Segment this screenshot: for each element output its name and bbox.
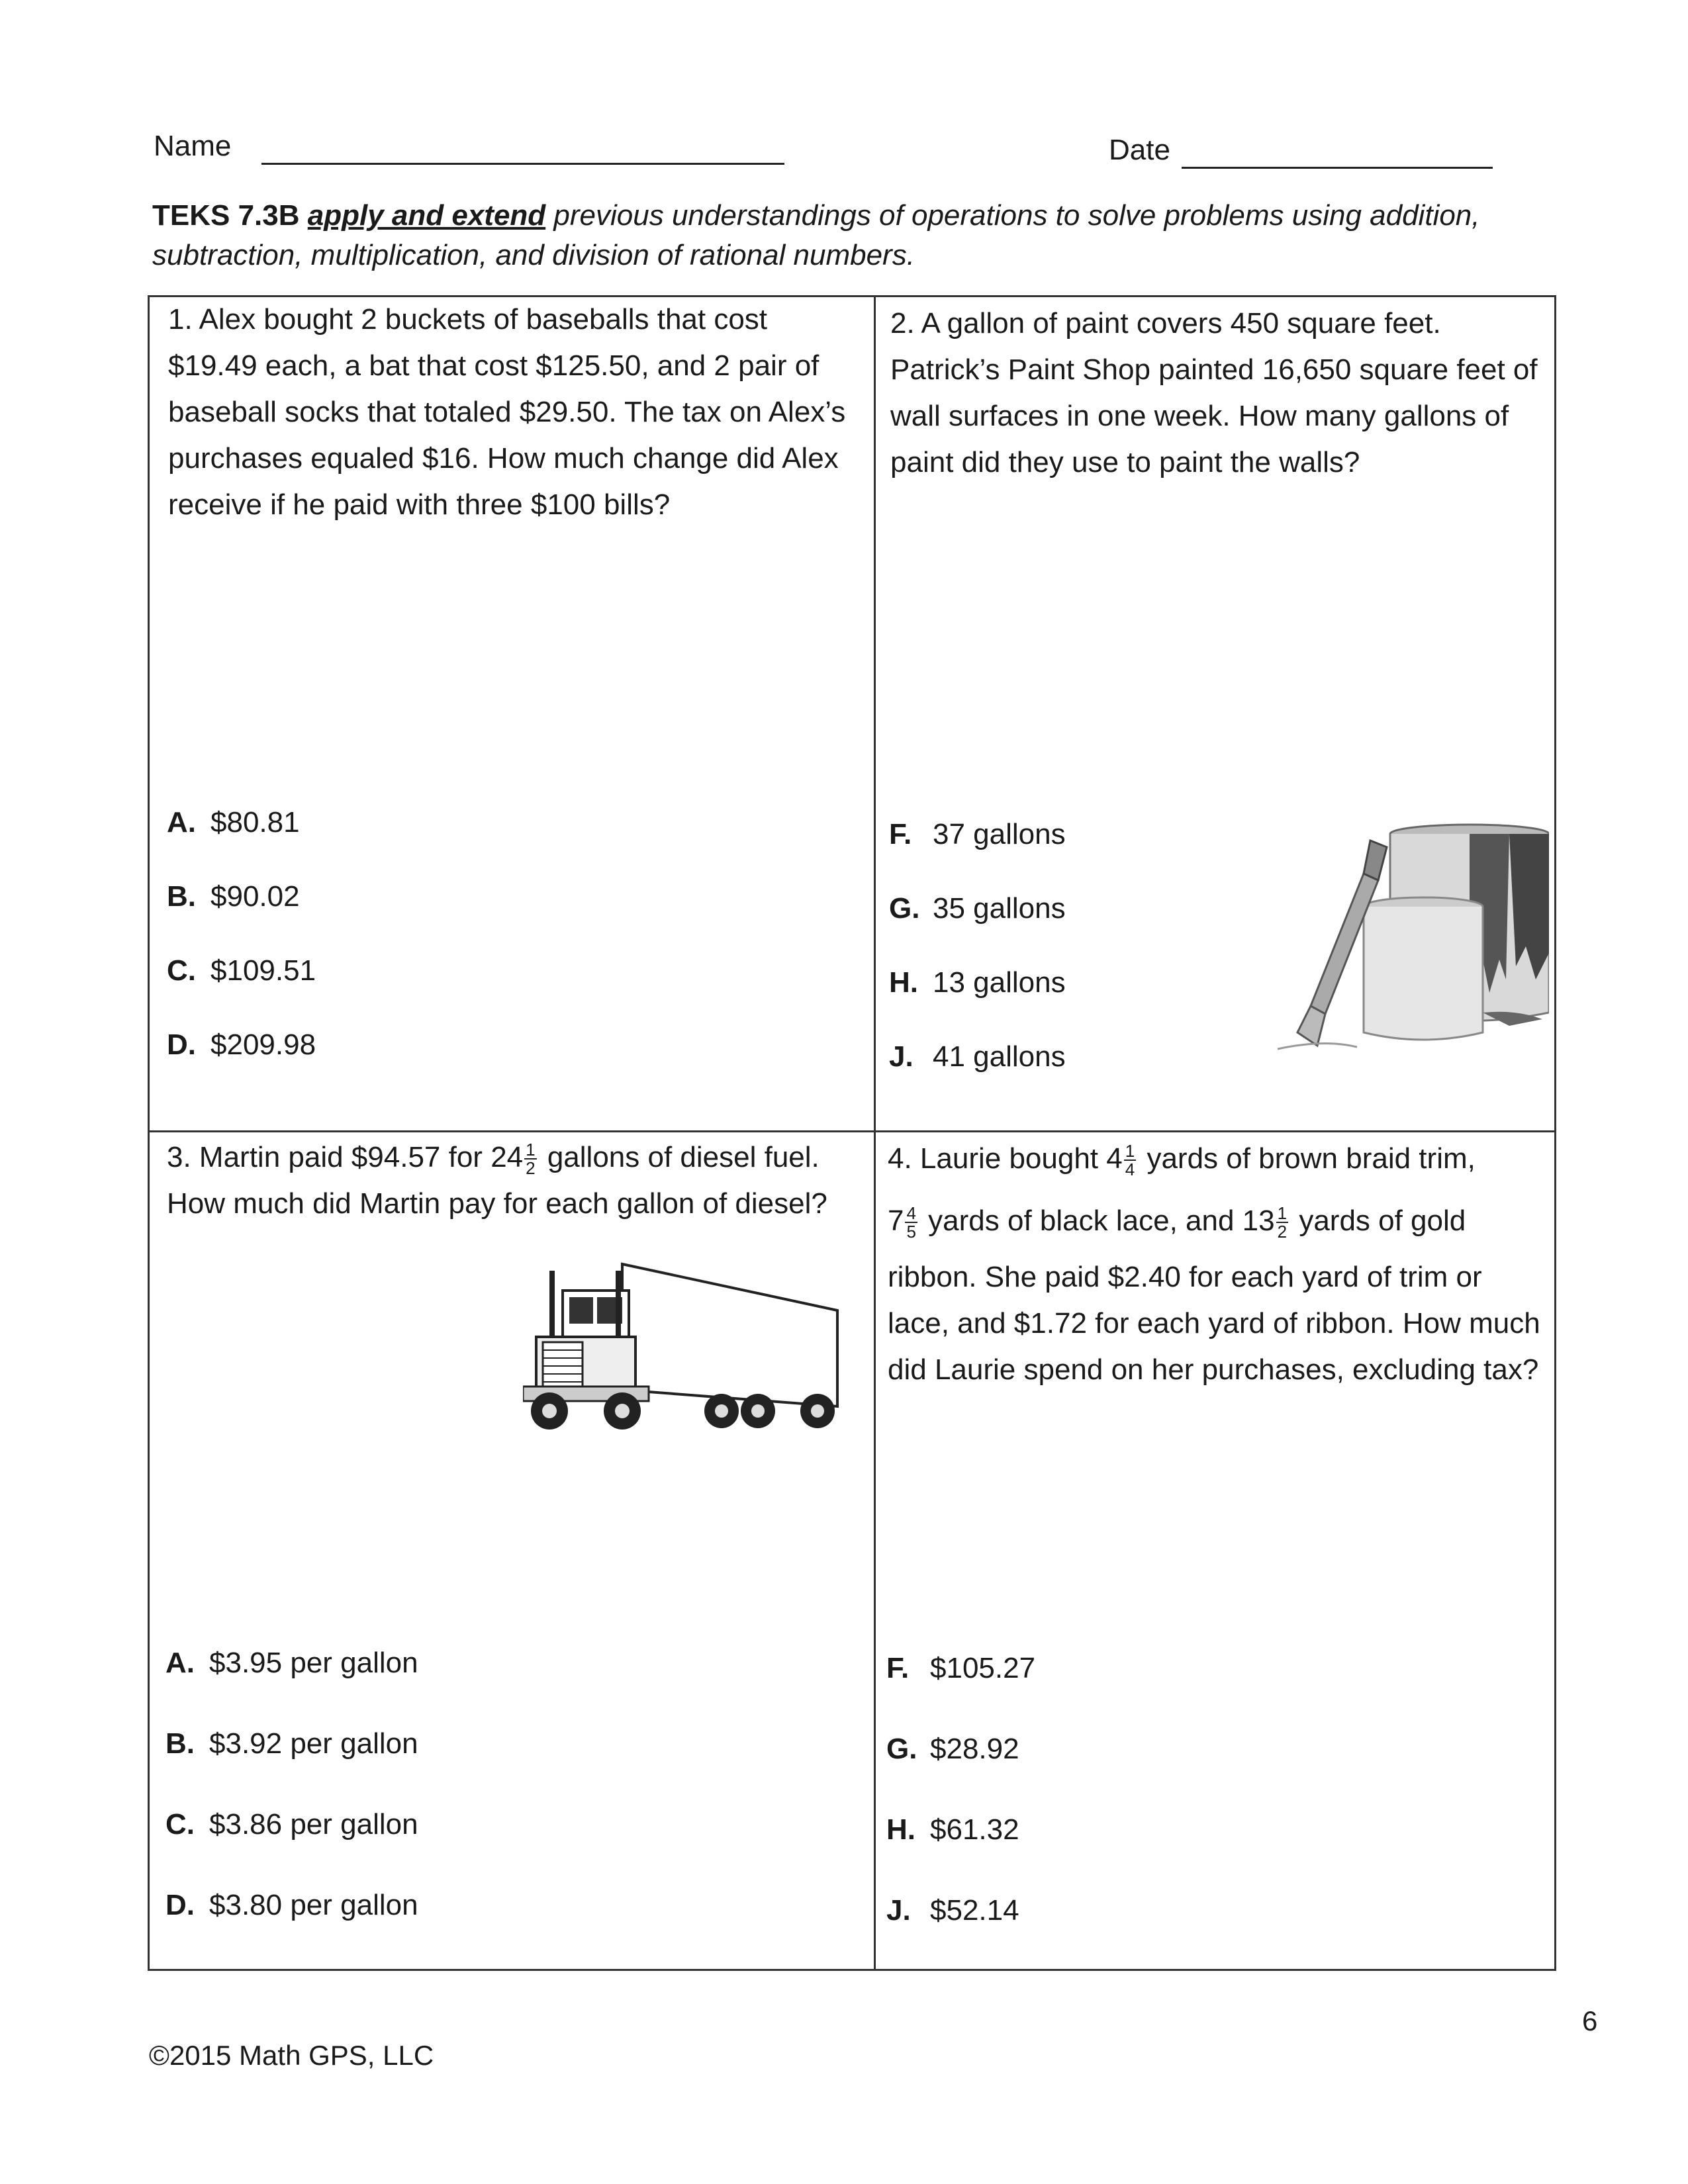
fraction-q4-b: $\frac{4}{5}$ (906, 1203, 916, 1242)
q2-choice-g[interactable]: G. 35 gallons (889, 892, 1066, 925)
fraction-q4-c: $\frac{1}{2}$ (1277, 1203, 1288, 1242)
fraction-q3: $\frac{1}{2}$ (526, 1140, 536, 1179)
q2-choice-h[interactable]: H. 13 gallons (889, 966, 1066, 999)
q3-choice-c[interactable]: C. $3.86 per gallon (165, 1808, 418, 1841)
q3-choice-b[interactable]: B. $3.92 per gallon (165, 1727, 418, 1760)
q4-choice-h[interactable]: H. $61.32 (886, 1813, 1019, 1846)
date-label: Date (1109, 134, 1170, 166)
q4-choice-j[interactable]: J. $52.14 (886, 1894, 1019, 1927)
copyright: ©2015 Math GPS, LLC (149, 2040, 434, 2071)
question-1-text: 1. Alex bought 2 buckets of baseballs that cost $19.49 each, a bat that cost $125.50, and 2 pair of baseball socks that totaled $29.50. The tax on Alex’s purchases equaled $16. How much change did Alex receive if he paid with three $100 bills? (168, 303, 846, 521)
q1-choice-a[interactable]: A. $80.81 (167, 806, 300, 839)
q4-choice-g[interactable]: G. $28.92 (886, 1733, 1019, 1765)
question-3-text: 3. Martin paid $94.57 for 24 $\frac{1}{2}$ gallons of diesel fuel. How much did Martin pay for each gallon of diesel? (167, 1140, 827, 1220)
date-field[interactable] (1182, 167, 1493, 169)
question-4-line-1: 4. Laurie bought 4 $\frac{1}{4}$ yards of brown braid trim, (888, 1141, 1476, 1180)
question-2-text: 2. A gallon of paint covers 450 square feet. Patrick’s Paint Shop painted 16,650 square feet of wall surfaces in one week. How many gallons of paint did they use to paint the walls? (890, 307, 1538, 478)
question-4-line-2: 7 $\frac{4}{5}$ yards of black lace, and 13 $\frac{1}{2}$ yards of gold (888, 1203, 1466, 1242)
q2-choice-f[interactable]: F. 37 gallons (889, 818, 1066, 850)
question-4-text-rest: ribbon. She paid $2.40 for each yard of trim or lace, and $1.72 for each yard of ribbon. How much did Laurie spend on her purchases, excluding tax? (888, 1261, 1540, 1386)
grid-vertical-divider (874, 295, 876, 1971)
name-label: Name (154, 130, 232, 162)
grid-horizontal-divider (148, 1130, 1556, 1132)
q1-choice-b[interactable]: B. $90.02 (167, 880, 300, 913)
teks-code: TEKS 7.3B (152, 199, 300, 232)
page-number: 6 (1582, 2005, 1598, 2036)
q2-choice-j[interactable]: J. 41 gallons (889, 1040, 1066, 1073)
paint-cans-icon (1271, 821, 1549, 1059)
q1-choice-c[interactable]: C. $109.51 (167, 954, 316, 987)
q4-choice-f[interactable]: F. $105.27 (886, 1652, 1036, 1684)
q3-choice-d[interactable]: D. $3.80 per gallon (165, 1889, 418, 1921)
teks-standard (152, 196, 1575, 275)
truck-icon (523, 1257, 841, 1443)
q3-choice-a[interactable]: A. $3.95 per gallon (165, 1647, 418, 1679)
name-field[interactable] (261, 163, 784, 165)
teks-emphasis: apply and extend (307, 199, 546, 232)
question-grid (148, 295, 1556, 1971)
teks-text: previous understandings of operations to solve problems using addition, subtraction, multiplication, and division of rational numbers. (152, 199, 1480, 271)
fraction-q4-a: $\frac{1}{4}$ (1125, 1141, 1135, 1180)
q1-choice-d[interactable]: D. $209.98 (167, 1028, 316, 1061)
